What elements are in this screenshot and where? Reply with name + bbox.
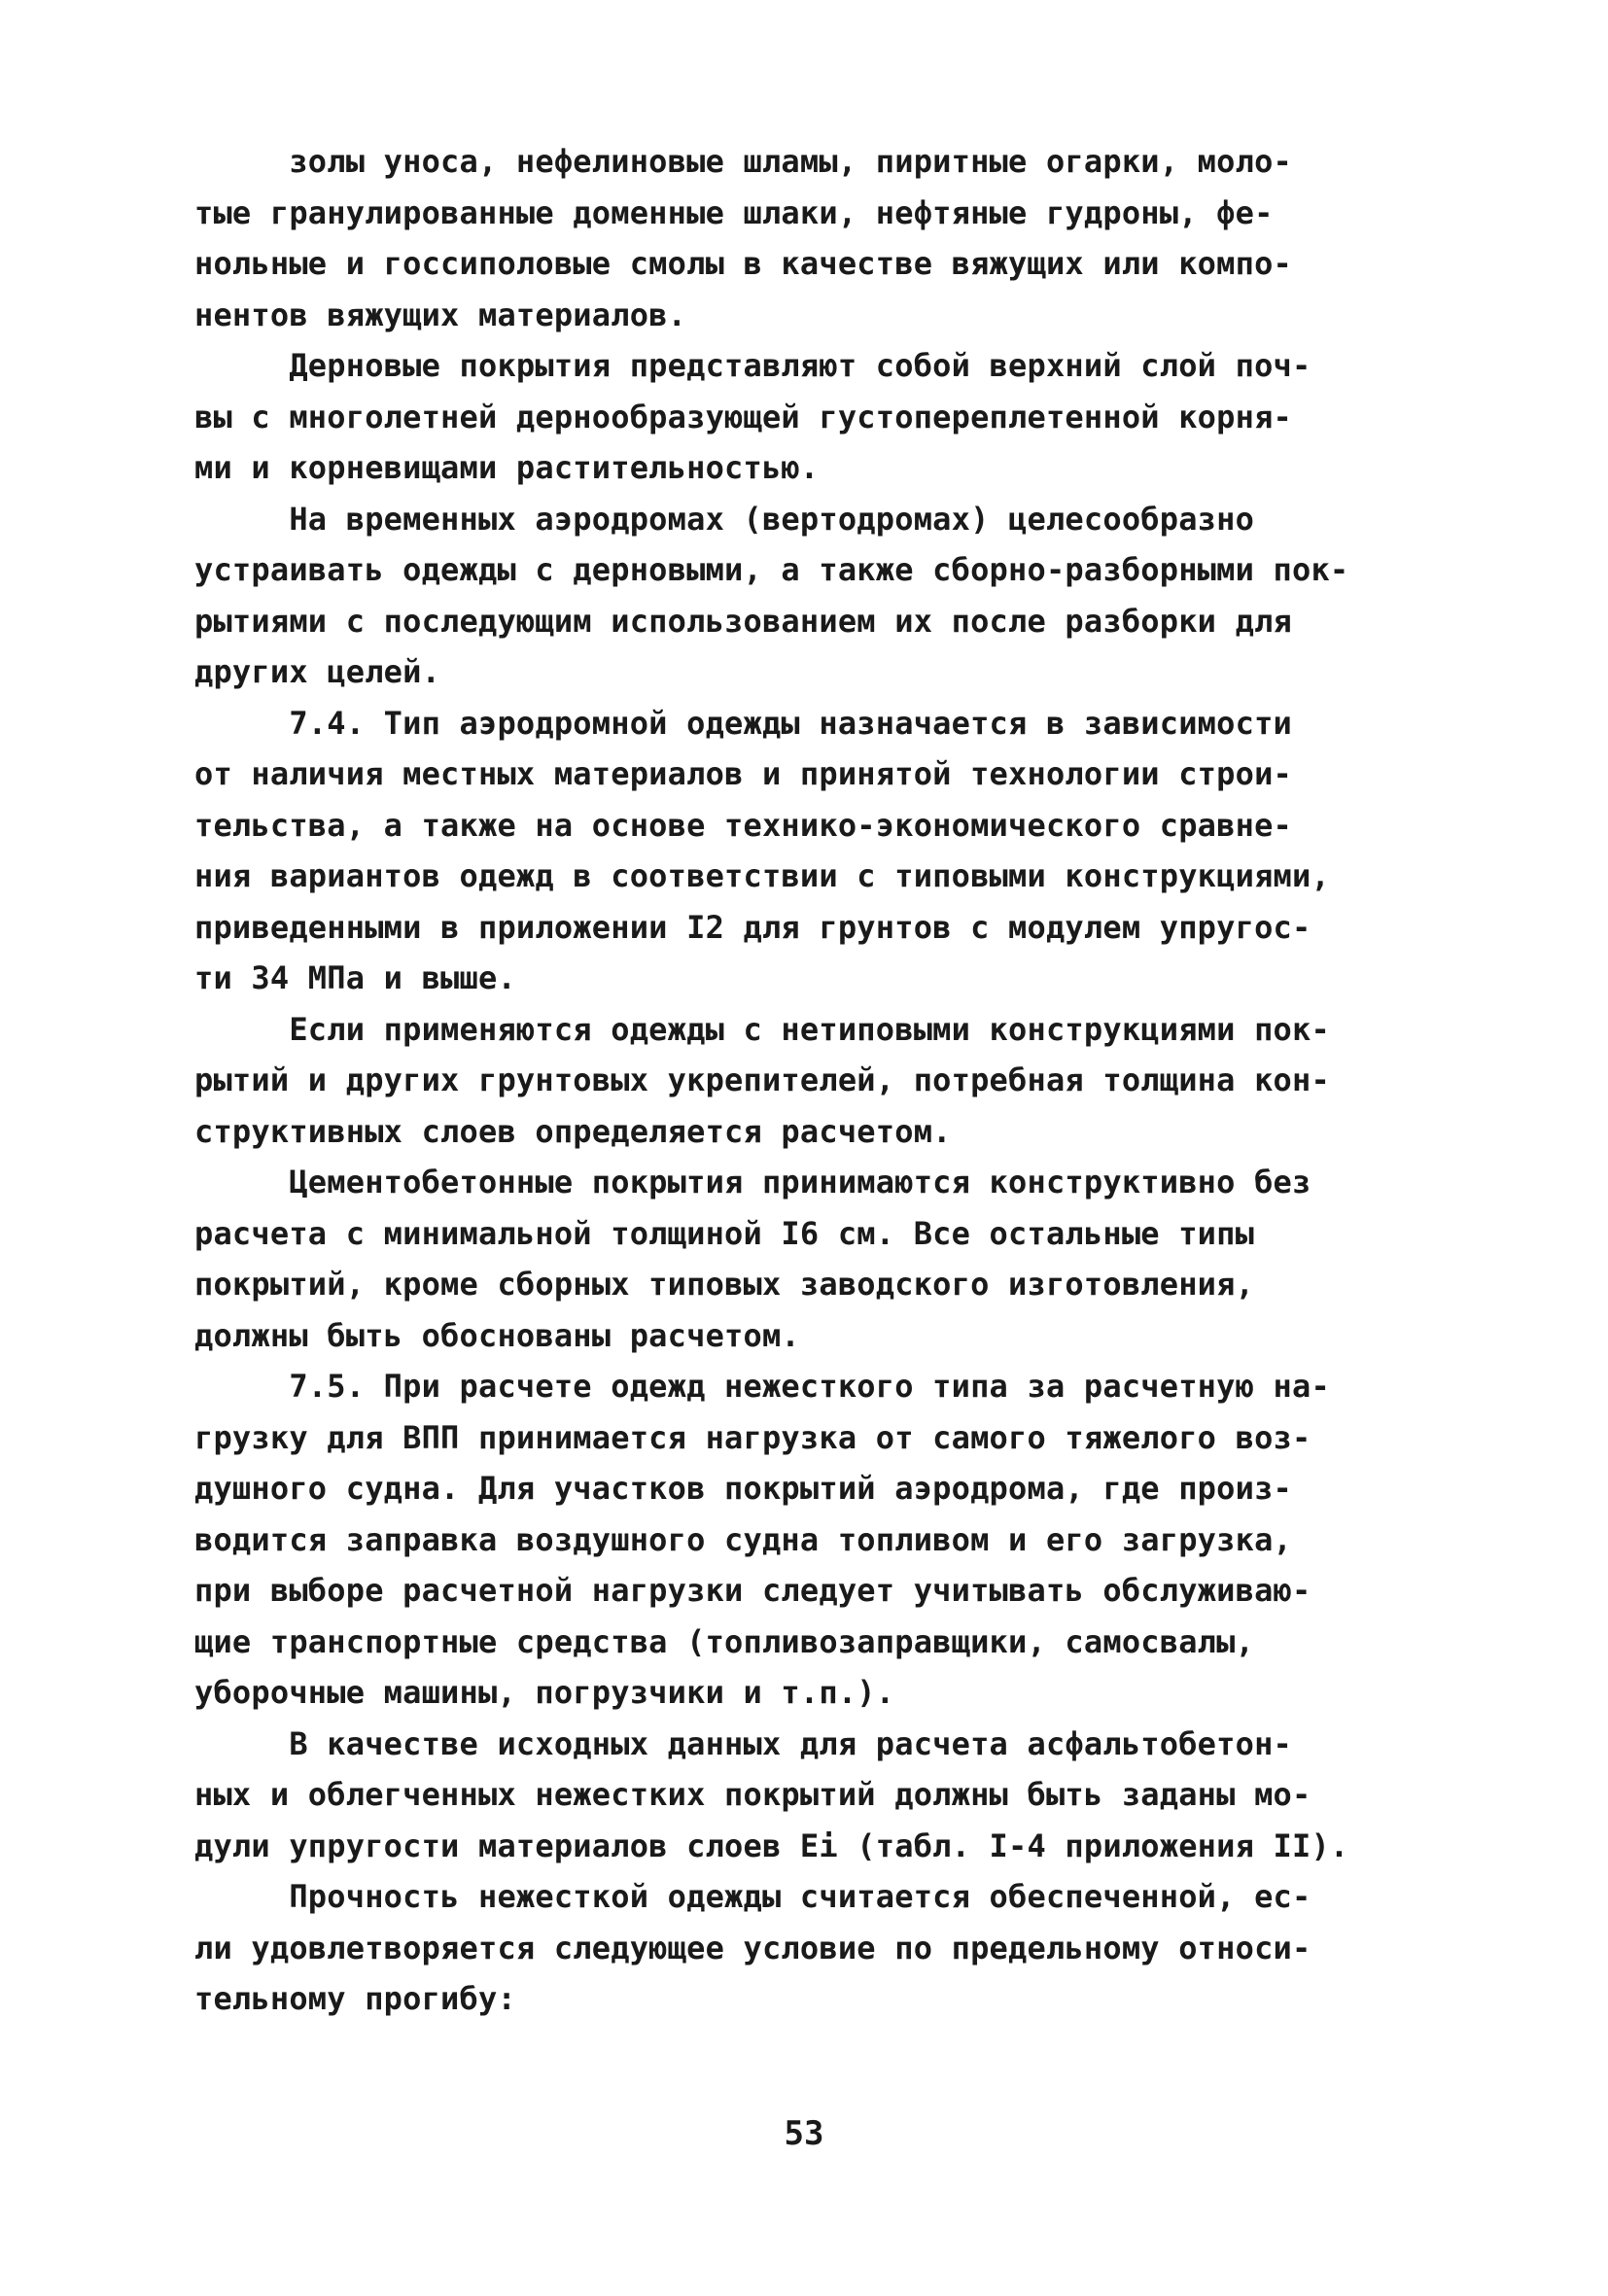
text-line: тельства, а также на основе технико-экономического сравне- xyxy=(194,806,1293,844)
text-line: водится заправка воздушного судна топливом и его загрузка, xyxy=(194,1520,1293,1558)
body-text xyxy=(194,136,1439,2025)
text-line: ния вариантов одежд в соответствии с типовыми конструкциями, xyxy=(194,857,1330,894)
text-line: уборочные машины, погрузчики и т.п.). xyxy=(194,1674,895,1711)
text-line: вы с многолетней дернообразующей густопереплетенной корня- xyxy=(194,398,1293,435)
text-line: Цементобетонные покрытия принимаются конструктивно без xyxy=(194,1164,1311,1200)
text-line: ми и корневищами растительностью. xyxy=(194,449,820,486)
text-line: На временных аэродромах (вертодромах) целесообразно xyxy=(194,500,1255,538)
page-number: 53 xyxy=(784,2114,824,2153)
text-line: приведенными в приложении I2 для грунтов с модулем упругос- xyxy=(194,908,1311,946)
text-line: должны быть обоснованы расчетом. xyxy=(194,1316,800,1354)
text-line: ти 34 МПа и выше. xyxy=(194,959,516,996)
text-line: Прочность нежесткой одежды считается обеспеченной, ес- xyxy=(194,1878,1311,1915)
text-line: покрытий, кроме сборных типовых заводского изготовления, xyxy=(194,1266,1255,1303)
text-line: тые гранулированные доменные шлаки, нефтяные гудроны, фе- xyxy=(194,193,1274,231)
text-line: душного судна. Для участков покрытий аэродрома, где произ- xyxy=(194,1470,1293,1507)
text-line: устраивать одежды с дерновыми, а также сборно-разборными пок- xyxy=(194,551,1349,588)
text-line: структивных слоев определяется расчетом. xyxy=(194,1112,952,1150)
text-line: щие транспортные средства (топливозаправщики, самосвалы, xyxy=(194,1622,1255,1660)
text-line: дули упругости материалов слоев Ei (табл. I-4 приложения II). xyxy=(194,1826,1349,1864)
text-line: ных и облегченных нежестких покрытий должны быть заданы мо- xyxy=(194,1776,1311,1813)
text-line: Дерновые покрытия представляют собой верхний слой поч- xyxy=(194,347,1311,384)
text-line: расчета с минимальной толщиной I6 см. Все остальные типы xyxy=(194,1214,1255,1252)
text-line: от наличия местных материалов и принятой технологии строи- xyxy=(194,755,1293,792)
text-line: золы уноса, нефелиновые шламы, пиритные огарки, моло- xyxy=(194,143,1293,180)
text-line: В качестве исходных данных для расчета асфальтобетон- xyxy=(194,1724,1293,1762)
text-line: тельному прогибу: xyxy=(194,1980,516,2017)
text-line: грузку для ВПП принимается нагрузка от самого тяжелого воз- xyxy=(194,1418,1311,1456)
text-line: при выборе расчетной нагрузки следует учитывать обслуживаю- xyxy=(194,1572,1311,1609)
text-line: нентов вяжущих материалов. xyxy=(194,296,687,333)
text-line: других целей. xyxy=(194,653,441,690)
text-line: ли удовлетворяется следующее условие по предельному относи- xyxy=(194,1929,1311,1966)
text-line: 7.5. При расчете одежд нежесткого типа за расчетную на- xyxy=(194,1368,1330,1405)
text-line: Если применяются одежды с нетиповыми конструкциями пок- xyxy=(194,1010,1330,1048)
text-line: 7.4. Тип аэродромной одежды назначается в зависимости xyxy=(194,704,1293,742)
text-line: рытиями с последующим использованием их после разборки для xyxy=(194,602,1293,640)
text-line: рытий и других грунтовых укрепителей, потребная толщина кон- xyxy=(194,1061,1330,1098)
text-line: нольные и госсиполовые смолы в качестве вяжущих или компо- xyxy=(194,245,1293,282)
